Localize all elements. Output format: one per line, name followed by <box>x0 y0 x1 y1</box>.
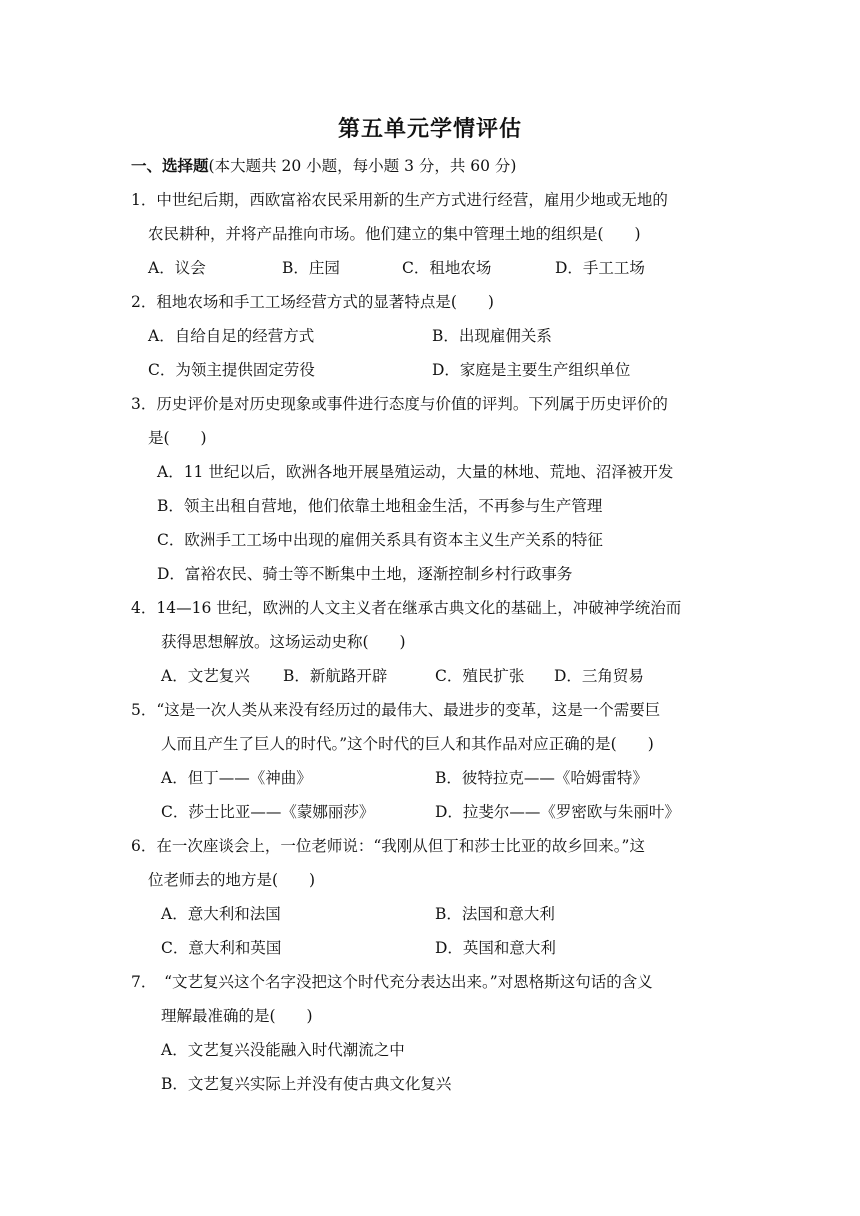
question-6-option-d: D．英国和意大利 <box>435 939 556 957</box>
question-1-option-a: A．议会 <box>148 259 206 277</box>
question-3-line-2: 是( ) <box>148 429 207 447</box>
question-1-line-1: 1．中世纪后期，西欧富裕农民采用新的生产方式进行经营，雇用少地或无地的 <box>131 191 668 209</box>
question-2-option-d: D．家庭是主要生产组织单位 <box>432 361 631 379</box>
question-1-line-2: 农民耕种，并将产品推向市场。他们建立的集中管理土地的组织是( ) <box>148 225 641 243</box>
question-1-option-c: C．租地农场 <box>402 259 492 277</box>
question-1-option-d: D．手工工场 <box>555 259 645 277</box>
question-2-option-b: B．出现雇佣关系 <box>432 327 552 345</box>
question-5-line-1: 5．“这是一次人类从来没有经历过的最伟大、最进步的变革，这是一个需要巨 <box>131 701 661 719</box>
question-7-line-1: 7． “文艺复兴这个名字没把这个时代充分表达出来。”对恩格斯这句话的含义 <box>131 973 653 991</box>
question-3-option-d: D．富裕农民、骑士等不断集中土地，逐渐控制乡村行政事务 <box>157 565 573 583</box>
question-5-option-d: D．拉斐尔——《罗密欧与朱丽叶》 <box>435 803 680 821</box>
question-6-option-c: C．意大利和英国 <box>161 939 282 957</box>
question-7-line-2: 理解最准确的是( ) <box>161 1007 313 1025</box>
section-note: (本大题共 20 小题，每小题 3 分，共 60 分) <box>208 157 517 175</box>
section-header <box>131 156 516 176</box>
question-1-option-b: B．庄园 <box>282 259 340 277</box>
question-6-line-2: 位老师去的地方是( ) <box>148 871 316 889</box>
question-5-option-c: C．莎士比亚——《蒙娜丽莎》 <box>161 803 375 821</box>
question-4-option-c: C．殖民扩张 <box>435 667 525 685</box>
question-2-option-a: A．自给自足的经营方式 <box>148 327 315 345</box>
question-2-line-1: 2．租地农场和手工工场经营方式的显著特点是( ) <box>131 293 494 311</box>
question-5-option-b: B．彼特拉克——《哈姆雷特》 <box>435 769 648 787</box>
question-4-option-b: B．新航路开辟 <box>283 667 388 685</box>
question-6-option-b: B．法国和意大利 <box>435 905 555 923</box>
question-3-option-c: C．欧洲手工工场中出现的雇佣关系具有资本主义生产关系的特征 <box>157 531 603 549</box>
question-2-option-c: C．为领主提供固定劳役 <box>148 361 315 379</box>
question-5-option-a: A．但丁——《神曲》 <box>161 769 312 787</box>
question-3-option-a: A．11 世纪以后，欧洲各地开展垦殖运动，大量的林地、荒地、沼泽被开发 <box>157 463 674 481</box>
question-6-line-1: 6．在一次座谈会上，一位老师说：“我刚从但丁和莎士比亚的故乡回来。”这 <box>131 837 645 855</box>
question-7-option-a: A．文艺复兴没能融入时代潮流之中 <box>161 1041 405 1059</box>
question-6-option-a: A．意大利和法国 <box>161 905 281 923</box>
question-4-option-a: A．文艺复兴 <box>161 667 250 685</box>
question-4-line-1: 4．14—16 世纪，欧洲的人文主义者在继承古典文化的基础上，冲破神学统治而 <box>131 599 682 617</box>
question-4-line-2: 获得思想解放。这场运动史称( ) <box>161 633 406 651</box>
question-7-option-b: B．文艺复兴实际上并没有使古典文化复兴 <box>161 1075 452 1093</box>
section-heading: 一、选择题 <box>131 157 209 175</box>
question-5-line-2: 人而且产生了巨人的时代。”这个时代的巨人和其作品对应正确的是( ) <box>161 735 654 753</box>
page-title: 第五单元学情评估 <box>337 117 522 142</box>
question-3-option-b: B．领主出租自营地，他们依靠土地租金生活，不再参与生产管理 <box>157 497 603 515</box>
question-4-option-d: D．三角贸易 <box>554 667 644 685</box>
question-3-line-1: 3．历史评价是对历史现象或事件进行态度与价值的评判。下列属于历史评价的 <box>131 395 668 413</box>
